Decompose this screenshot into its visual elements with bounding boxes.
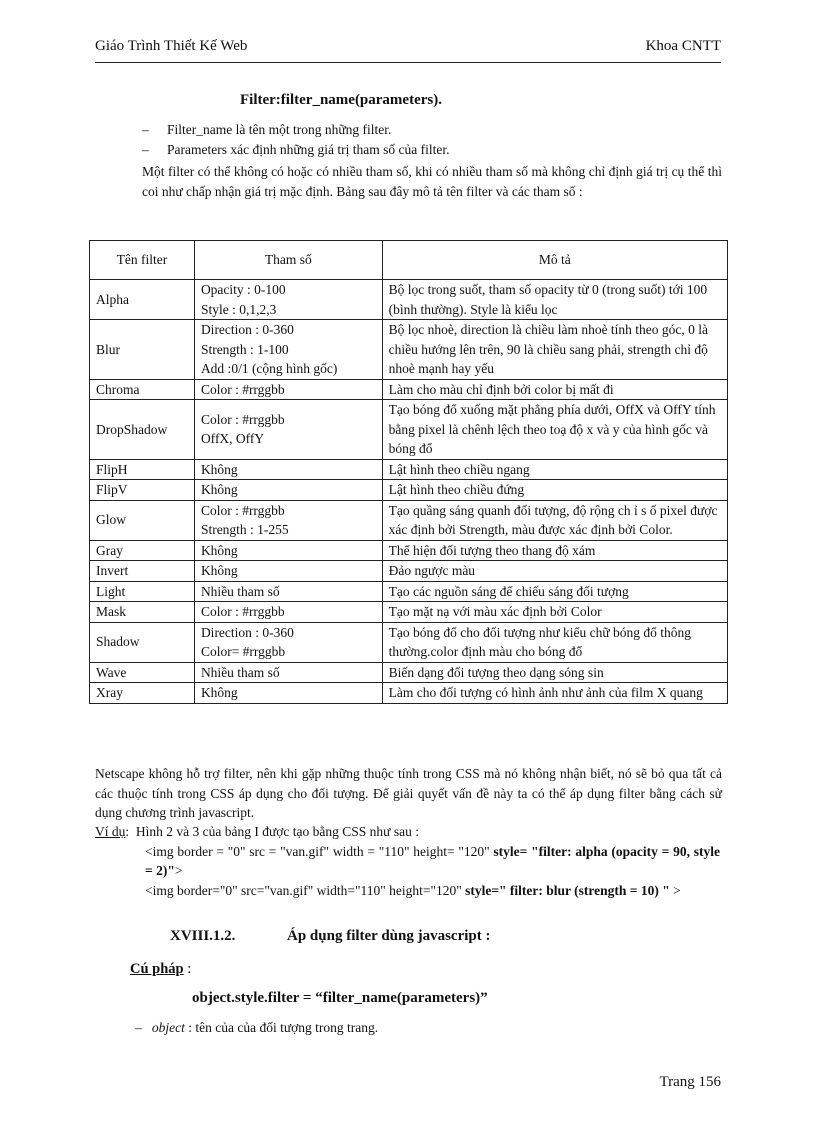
table-row (90, 683, 728, 704)
filter-desc-cell: Tạo quầng sáng quanh đối tượng, độ rộng ch ỉ s ố pixel được xác định bởi Strength, màu được xác định bởi Color. (382, 500, 727, 540)
section-number: XVIII.1.2. (170, 928, 236, 944)
filter-params-cell: Direction : 0-360 Color= #rrggbb (194, 622, 382, 662)
filter-params-cell: Không (194, 459, 382, 480)
table-row (90, 500, 728, 540)
dash-bullet-icon: – (135, 1020, 142, 1035)
object-description (135, 1020, 378, 1036)
column-header-name: Tên filter (90, 241, 195, 280)
filter-params-cell: Nhiều tham số (194, 581, 382, 602)
dash-bullet-icon: – (142, 122, 149, 137)
filter-desc-cell: Tạo mặt nạ với màu xác định bởi Color (382, 602, 727, 623)
filter-params-cell: Direction : 0-360 Strength : 1-100 Add :0/1 (cộng hình gốc) (194, 320, 382, 380)
filter-params-cell: Color : #rrggbb (194, 602, 382, 623)
filter-params-cell: Không (194, 683, 382, 704)
filter-name-cell: Chroma (90, 379, 195, 400)
filter-desc-cell: Làm cho đối tượng có hình ảnh như ảnh của film X quang (382, 683, 727, 704)
table-row (90, 480, 728, 501)
header-department: Khoa CNTT (645, 38, 721, 54)
filter-name-cell: Blur (90, 320, 195, 380)
filter-params-cell: Không (194, 561, 382, 582)
page-header (95, 38, 721, 63)
table-row (90, 662, 728, 683)
filter-desc-cell: Đảo ngược màu (382, 561, 727, 582)
filter-name-cell: FlipH (90, 459, 195, 480)
filter-params-cell: Color : #rrggbb OffX, OffY (194, 400, 382, 460)
netscape-paragraph: Netscape không hỗ trợ filter, nên khi gặp những thuộc tính trong CSS mà nó không nhận biết, nó sẽ bỏ qua tất cả các thuộc tính trong CSS áp dụng cho đối tượng. Để giải quyết vấn đề này ta có thể áp dụng filter bằng cách sử dụng chương trình javascript. (95, 766, 722, 820)
filter-name-cell: Alpha (90, 280, 195, 320)
filter-name-cell: Gray (90, 540, 195, 561)
list-item (142, 142, 722, 158)
filter-desc-cell: Tạo bóng đổ xuống mặt phẳng phía dưới, OffX và OffY tính bằng pixel là chênh lệch theo toạ độ x và y của hình gốc và bóng đổ (382, 400, 727, 460)
bullet-text: Filter_name là tên một trong những filter. (167, 122, 392, 137)
syntax-label: Cú pháp (130, 961, 184, 977)
filter-desc-cell: Lật hình theo chiều ngang (382, 459, 727, 480)
code-bold: style=" filter: blur (strength = 10) " (465, 882, 670, 898)
filter-name-cell: Mask (90, 602, 195, 623)
filter-name-cell: Wave (90, 662, 195, 683)
filter-table (89, 240, 728, 704)
code-bold: style= "filter: alpha (opacity = 90, style = 2)" (145, 843, 720, 878)
syntax-colon: : (183, 961, 192, 977)
table-row (90, 280, 728, 320)
section-title: Áp dụng filter dùng javascript : (287, 928, 491, 944)
table-row (90, 400, 728, 460)
syntax-label-line (130, 961, 191, 978)
filter-desc-cell: Biến dạng đối tượng theo dạng sóng sin (382, 662, 727, 683)
example-text: Hình 2 và 3 của bảng I được tạo bằng CSS như sau : (135, 824, 419, 839)
filter-syntax-heading: Filter:filter_name(parameters). (240, 92, 442, 108)
table-row (90, 379, 728, 400)
filter-desc-cell: Bộ lọc trong suốt, tham số opacity từ 0 (trong suốt) tới 100 (bình thường). Style là kiểu lọc (382, 280, 727, 320)
table-row (90, 581, 728, 602)
object-desc: : tên của của đối tượng trong trang. (184, 1020, 379, 1035)
code-example-2 (145, 881, 720, 901)
filter-params-cell: Color : #rrggbb (194, 379, 382, 400)
code-end: > (669, 882, 681, 898)
filter-desc-cell: Lật hình theo chiều đứng (382, 480, 727, 501)
table-row (90, 540, 728, 561)
filter-params-cell: Color : #rrggbb Strength : 1-255 (194, 500, 382, 540)
table-row (90, 459, 728, 480)
list-item (142, 122, 722, 138)
filter-name-cell: Glow (90, 500, 195, 540)
syntax-code: object.style.filter = “filter_name(parameters)” (192, 990, 488, 1006)
code-plain: <img border = "0" src = "van.gif" width = "110" height= "120" (145, 843, 494, 859)
dash-bullet-icon: – (142, 142, 149, 157)
filter-name-cell: FlipV (90, 480, 195, 501)
section-heading (170, 928, 491, 945)
table-row (90, 320, 728, 380)
filter-params-cell: Opacity : 0-100 Style : 0,1,2,3 (194, 280, 382, 320)
filter-name-cell: DropShadow (90, 400, 195, 460)
filter-name-cell: Light (90, 581, 195, 602)
code-end: > (174, 863, 183, 878)
filter-params-cell: Không (194, 480, 382, 501)
example-label: Ví dụ (95, 824, 126, 839)
bullet-list (142, 122, 722, 162)
column-header-params: Tham số (194, 241, 382, 280)
page-number: Trang 156 (659, 1074, 721, 1090)
filter-params-cell: Không (194, 540, 382, 561)
object-term: object (151, 1020, 185, 1035)
filter-params-cell: Nhiều tham số (194, 662, 382, 683)
bullet-text: Parameters xác định những giá trị tham số của filter. (167, 142, 450, 157)
table-header-row (90, 241, 728, 280)
table-row (90, 602, 728, 623)
code-plain: <img border="0" src="van.gif" width="110" height="120" (145, 882, 466, 898)
filter-desc-cell: Tạo các nguồn sáng để chiếu sáng đối tượng (382, 581, 727, 602)
filter-name-cell: Xray (90, 683, 195, 704)
filter-name-cell: Shadow (90, 622, 195, 662)
code-example-1 (145, 842, 720, 881)
example-block: Ví dụ: Hình 2 và 3 của bảng I được tạo bằng CSS như sau : <img border = "0" src = "van.gif" width = "110" height= "120" style= "filter: alpha (opacity = 90, style = 2)"> <img border="0" src="van.gif" width="110" height="120" style=" filter: blur (strength = 10) " > (95, 822, 722, 900)
intro-paragraph: Một filter có thể không có hoặc có nhiều tham số, khi có nhiều tham số mà không chỉ định giá trị cụ thể thì coi như chấp nhận giá trị mặc định. Bảng sau đây mô tả tên filter và các tham số : (142, 164, 722, 199)
header-book-title: Giáo Trình Thiết Kế Web (95, 38, 248, 54)
filter-name-cell: Invert (90, 561, 195, 582)
table-row (90, 561, 728, 582)
filter-desc-cell: Tạo bóng đổ cho đối tượng như kiểu chữ bóng đổ thông thường.color định màu cho bóng đổ (382, 622, 727, 662)
column-header-description: Mô tả (382, 241, 727, 280)
filter-desc-cell: Làm cho màu chỉ định bởi color bị mất đi (382, 379, 727, 400)
filter-desc-cell: Thể hiện đối tượng theo thang độ xám (382, 540, 727, 561)
table-row (90, 622, 728, 662)
filter-desc-cell: Bộ lọc nhoè, direction là chiều làm nhoè tính theo góc, 0 là chiều hướng lên trên, 90 là chiều sang phải, strength chỉ độ nhoè mạnh hay yếu (382, 320, 727, 380)
